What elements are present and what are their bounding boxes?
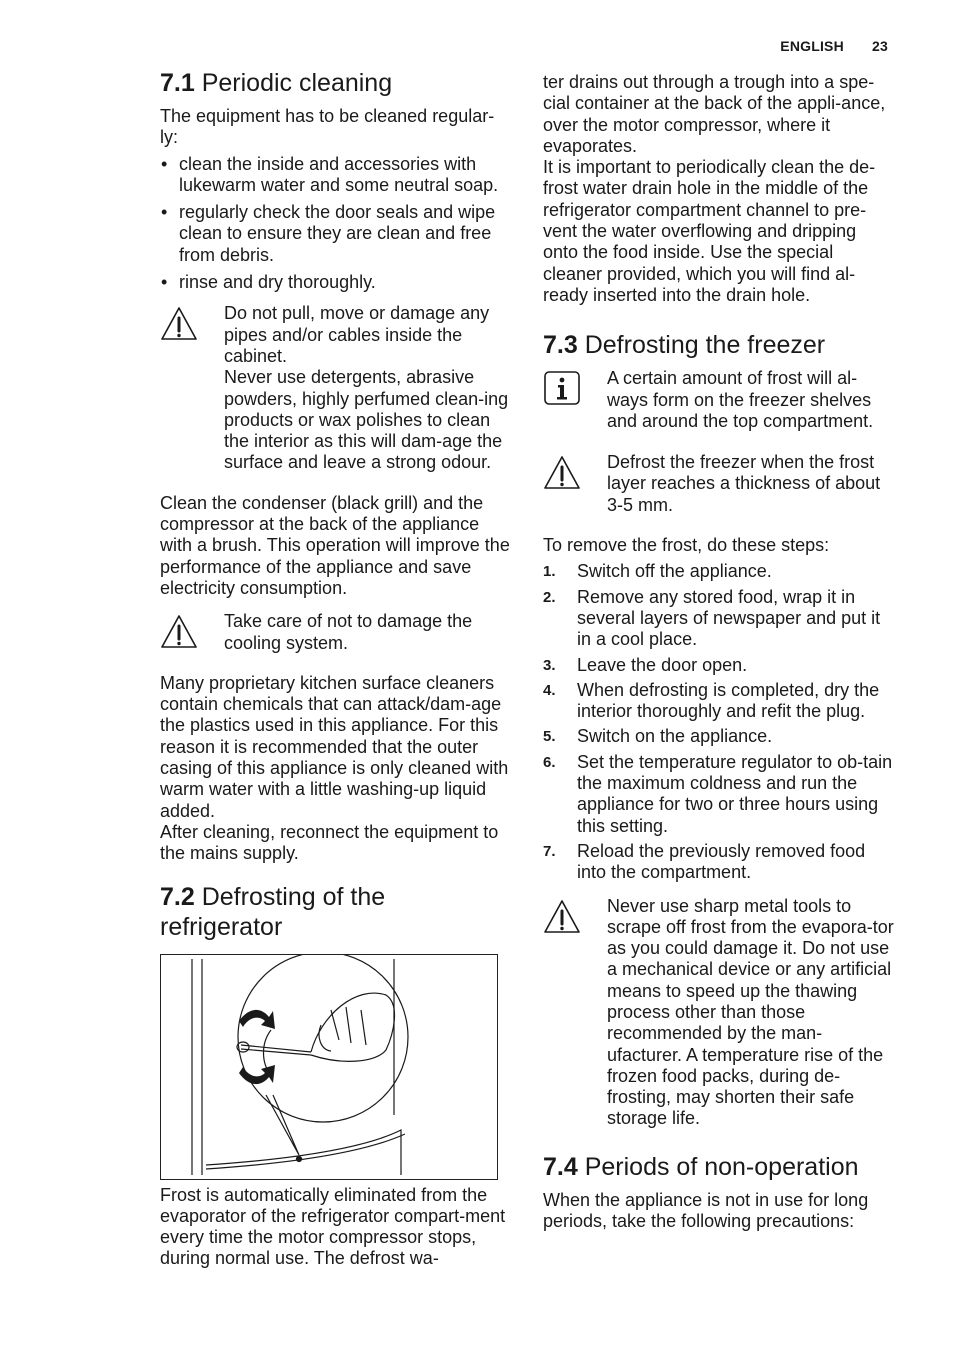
cleaning-bullet-list: [160, 154, 512, 294]
warning-note: [543, 896, 895, 1130]
paragraph: Clean the condenser (black grill) and the compressor at the back of the appliance with a brush. This operation will improve the performance of the appliance and save electricity consumption.: [160, 492, 510, 598]
section-7-2-heading: 7.2 Defrosting of the refrigerator: [160, 882, 386, 941]
list-item: 3. Leave the door open.: [543, 654, 748, 675]
section-7-3-heading: 7.3 Defrosting the freezer: [543, 331, 826, 360]
section-7-1-heading: 7.1 Periodic cleaning: [160, 69, 393, 97]
warning-note: [160, 303, 512, 473]
warning-triangle-icon: [543, 899, 581, 935]
paragraph: When the appliance is not in use for long periods, take the following precautions:: [543, 1189, 869, 1232]
warning-note: [160, 611, 512, 654]
paragraph: Frost is automatically eliminated from the evaporator of the refrigerator compart-ment every time the motor compressor stops, during normal use. The defrost wa-: [160, 1184, 506, 1269]
list-item: 1. Switch off the appliance.: [543, 561, 772, 582]
warning-text: Defrost the freezer when the frost layer reaches a thickness of about 3-5 mm.: [607, 452, 881, 515]
info-icon: [543, 370, 581, 406]
defrost-steps-list: [543, 561, 895, 883]
page-number: 23: [872, 38, 888, 54]
warning-triangle-icon: [543, 455, 581, 491]
list-item: 5. Switch on the appliance.: [543, 726, 773, 747]
warning-note: [543, 452, 895, 516]
illustration-drawing: [161, 955, 497, 1179]
list-item: 4. When defrosting is completed, dry the interior thoroughly and refit the plug.: [543, 679, 880, 722]
section-7-4-heading: 7.4 Periods of non-operation: [543, 1152, 859, 1181]
section-7-1-intro: The equipment has to be cleaned regular-ly:: [160, 106, 495, 148]
language-label: ENGLISH: [780, 38, 844, 54]
warning-triangle-icon: [160, 614, 198, 650]
page-header: [780, 38, 888, 54]
left-column: [160, 68, 512, 1270]
list-item: 2. Remove any stored food, wrap it in several layers of newspaper and put it in a cool place.: [543, 586, 881, 650]
warning-text: Take care of not to damage the cooling system.: [224, 611, 473, 653]
paragraph: It is important to periodically clean the de-frost water drain hole in the middle of the refrigerator compartment channel to pre-vent the water overflowing and dripping onto the food inside. Use the special cleaner provided, which you will find al-ready inserted into the drain hole.: [543, 157, 876, 305]
warning-text: Never use detergents, abrasive powders, highly perfumed clean-ing products or wax polishes to clean the interior as this will dam-age the surface and leave a strong odour.: [224, 367, 509, 473]
list-item: 7. Reload the previously removed food into the compartment.: [543, 840, 866, 883]
warning-text: Do not pull, move or damage any pipes and/or cables inside the cabinet.: [224, 303, 490, 366]
paragraph: Many proprietary kitchen surface cleaners contain chemicals that can attack/dam-age the plastics used in this appliance. For this reason it is recommended that the outer casing of this appliance is only cleaned with warm water with a little washing-up liquid added.: [160, 672, 509, 821]
list-item: • regularly check the door seals and wipe clean to ensure they are clean and free from debris.: [160, 202, 512, 266]
list-item: • rinse and dry thoroughly.: [160, 272, 512, 293]
paragraph: ter drains out through a trough into a spe-cial container at the back of the appli-ance, over the motor compressor, where it evaporates.: [543, 72, 886, 156]
drain-cleaning-illustration: [160, 954, 498, 1180]
warning-triangle-icon: [160, 306, 198, 342]
info-note: [543, 368, 895, 432]
list-item: • clean the inside and accessories with lukewarm water and some neutral soap.: [160, 154, 512, 197]
right-column: [543, 72, 895, 1232]
list-item: 6. Set the temperature regulator to ob-tain the maximum coldness and run the appliance for two or three hours using this setting.: [543, 751, 893, 836]
paragraph: After cleaning, reconnect the equipment to the mains supply.: [160, 821, 499, 864]
warning-text: Never use sharp metal tools to scrape off frost from the evapora-tor as you could damage it. Do not use a mechanical device or any artificial means to speed up the thawing process other than those recommended by the man-ufacturer. A temperature rise of the frozen food packs, during de-frosting, may shorten their safe storage life.: [607, 895, 894, 1129]
paragraph: To remove the frost, do these steps:: [543, 535, 830, 556]
info-text: A certain amount of frost will al-ways form on the freezer shelves and around the top compartment.: [607, 368, 874, 431]
